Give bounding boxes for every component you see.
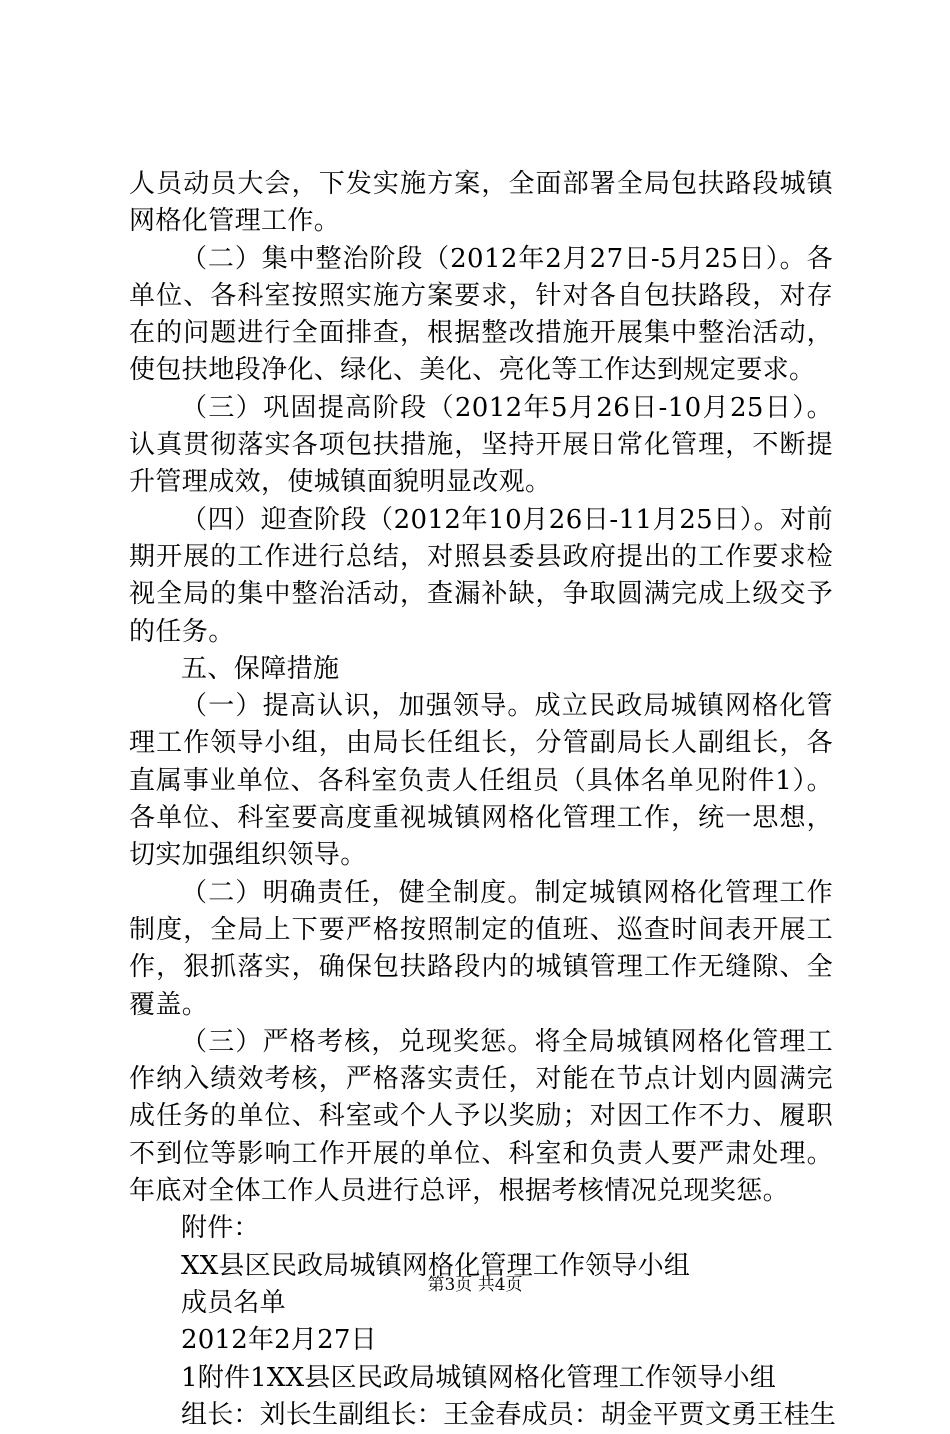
- paragraph-mobilization: 人员动员大会，下发实施方案，全面部署全局包扶路段城镇网格化管理工作。: [129, 169, 833, 237]
- page-number-footer: 第3页 共4页: [427, 1275, 523, 1295]
- document-date: 2012年2月27日: [181, 1325, 377, 1356]
- attachment-one-title: 1附件1XX县区民政局城镇网格化管理工作领导小组: [181, 1362, 776, 1393]
- member-list: 组长：刘长生副组长：王金春成员：胡金平贾文勇王桂生: [181, 1399, 837, 1430]
- section-heading-safeguards: 五、保障措施: [181, 653, 340, 684]
- paragraph-safeguard-three: （三）严格考核，兑现奖惩。将全局城镇网格化管理工作纳入绩效考核，严格落实责任，对能在节点计划内圆满完成任务的单位、科室或个人予以奖励；对因工作不力、履职不到位等影响工作开展的单位、科室和负责人要严肃处理。年底对全体工作人员进行总评，根据考核情况兑现奖惩。: [129, 1026, 833, 1207]
- attachment-subtitle: 成员名单: [181, 1287, 286, 1318]
- paragraph-phase-four: （四）迎查阶段（2012年10月26日-11月25日）。对前期开展的工作进行总结，对照县委县政府提出的工作要求检视全局的集中整治活动，查漏补缺，争取圆满完成上级交予的任务。: [129, 504, 833, 647]
- paragraph-safeguard-one: （一）提高认识，加强领导。成立民政局城镇网格化管理工作领导小组，由局长任组长，分管副局长人副组长，各直属事业单位、各科室负责人任组员（具体名单见附件1）。各单位、科室要高度重视城镇网格化管理工作，统一思想，切实加强组织领导。: [129, 691, 833, 871]
- paragraph-safeguard-two: （二）明确责任，健全制度。制定城镇网格化管理工作制度，全局上下要严格按照制定的值班、巡查时间表开展工作，狠抓落实，确保包扶路段内的城镇管理工作无缝隙、全覆盖。: [129, 877, 833, 1020]
- attachment-label: 附件：: [181, 1213, 260, 1244]
- attachment-title: XX县区民政局城镇网格化管理工作领导小组: [181, 1250, 691, 1281]
- paragraph-phase-two: （二）集中整治阶段（2012年2月27日-5月25日）。各单位、各科室按照实施方案要求，针对各自包扶路段，对存在的问题进行全面排查，根据整改措施开展集中整治活动，使包扶地段净化、绿化、美化、亮化等工作达到规定要求。: [129, 243, 833, 386]
- paragraph-phase-three: （三）巩固提高阶段（2012年5月26日-10月25日）。认真贯彻落实各项包扶措施，坚持开展日常化管理，不断提升管理成效，使城镇面貌明显改观。: [129, 392, 833, 498]
- document-body: [129, 166, 837, 1434]
